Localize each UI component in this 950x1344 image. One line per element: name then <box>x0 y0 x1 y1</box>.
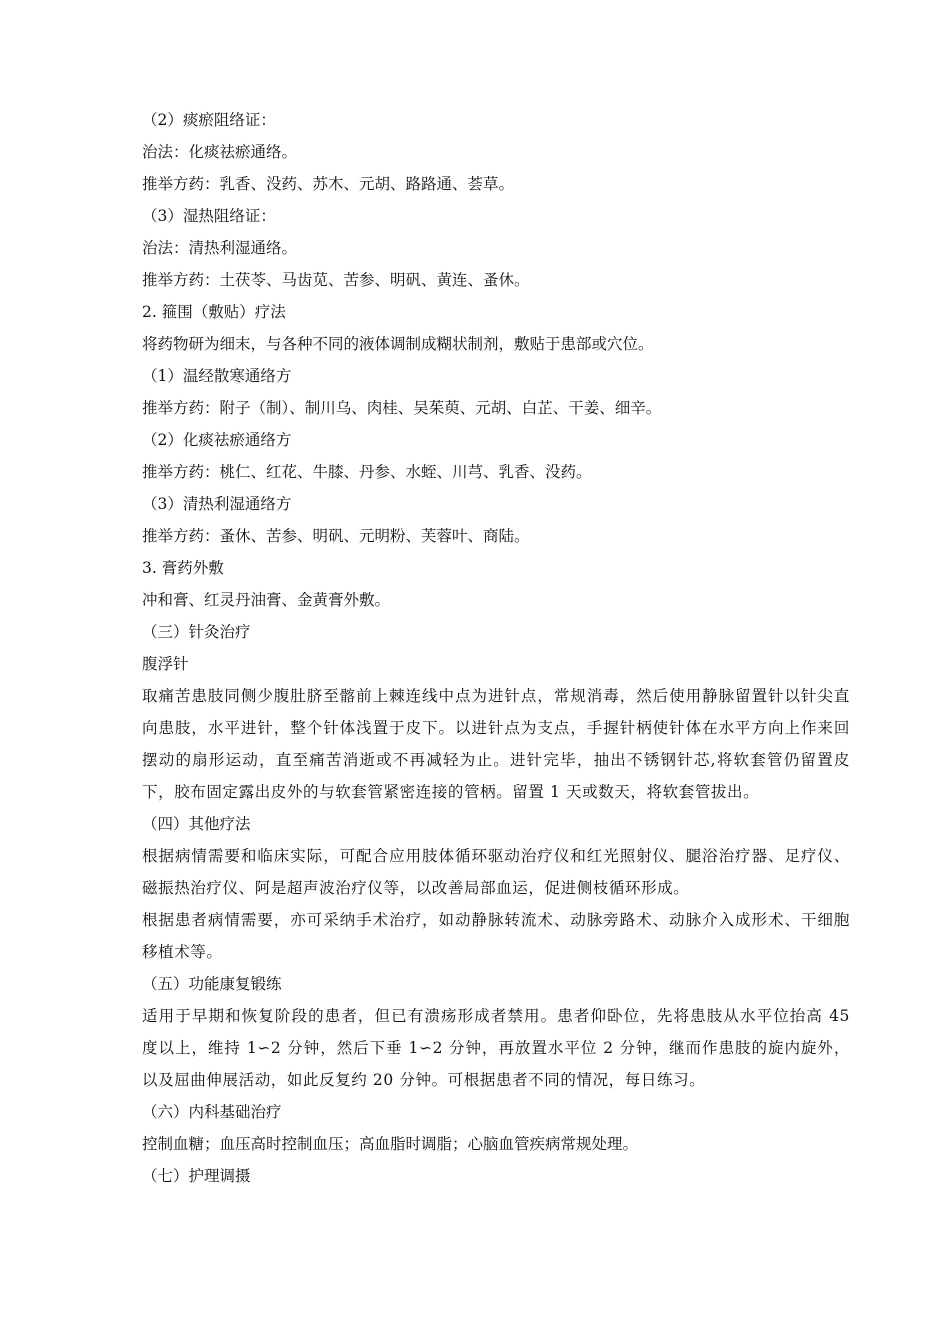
subheading-phlegm-formula: （2）化痰祛瘀通络方 <box>142 431 292 449</box>
section-heading-plaster: 3. 膏药外敷 <box>142 559 224 577</box>
body-text: 将药物研为细末，与各种不同的液体调制成糊状制剂，敷贴于患部或穴位。 <box>142 335 654 353</box>
rehabilitation-paragraph: 适用于早期和恢复阶段的患者，但已有溃疡形成者禁用。患者仰卧位，先将患肢从水平位抬高 45 度以上，维持 1∽2 分钟，然后下垂 1∽2 分钟，再放置水平位 2 分钟，继而作患肢的旋内旋外，以及屈曲伸展活动，如此反复约 20 分钟。可根据患者不同的情况，每日练习。 <box>142 1007 850 1089</box>
body-text: 冲和膏、红灵丹油膏、金黄膏外敷。 <box>142 591 391 609</box>
internal-medicine-text: 控制血糖；血压高时控制血压；高血脂时调脂；心脑血管疾病常规处理。 <box>142 1135 639 1153</box>
subheading-damp-heat: （3）湿热阻络证： <box>142 207 276 225</box>
recommended-herbs: 推举方药：桃仁、红花、牛膝、丹参、水蛭、川芎、乳香、没药。 <box>142 463 592 481</box>
other-therapies-paragraph-1: 根据病情需要和临床实际，可配合应用肢体循环驱动治疗仪和红光照射仪、腿浴治疗器、足疗仪、磁振热治疗仪、阿是超声波治疗仪等，以改善局部血运，促进侧枝循环形成。 <box>142 847 850 897</box>
section-heading-acupuncture: （三）针灸治疗 <box>142 623 251 641</box>
subheading-damp-heat-formula: （3）清热利湿通络方 <box>142 495 292 513</box>
recommended-herbs: 推举方药：附子（制）、制川乌、肉桂、吴茱萸、元胡、白芷、干姜、细辛。 <box>142 399 662 417</box>
acupuncture-paragraph: 取痛苦患肢同侧少腹肚脐至髂前上棘连线中点为进针点，常规消毒，然后使用静脉留置针以针尖直向患肢，水平进针，整个针体浅置于皮下。以进针点为支点，手握针柄使针体在水平方向上作来回摆动的扇形运动，直至痛苦消逝或不再减轻为止。进针完毕，抽出不锈钢针芯,将软套管仍留置皮下，胶布固定露出皮外的与软套管紧密连接的管柄。留置 1 天或数天，将软套管拔出。 <box>142 687 850 801</box>
section-heading-nursing: （七）护理调摄 <box>142 1167 251 1185</box>
document-page <box>142 104 850 1192</box>
recommended-herbs: 推举方药：土茯苓、马齿苋、苦参、明矾、黄连、蚤休。 <box>142 271 530 289</box>
section-heading-internal-medicine: （六）内科基础治疗 <box>142 1103 282 1121</box>
recommended-herbs: 推举方药：乳香、没药、苏木、元胡、路路通、荟草。 <box>142 175 515 193</box>
treatment-method: 治法：化痰祛瘀通络。 <box>142 143 298 161</box>
recommended-herbs: 推举方药：蚤休、苦参、明矾、元明粉、芙蓉叶、商陆。 <box>142 527 530 545</box>
subheading-abdominal-floating-needle: 腹浮针 <box>142 655 189 673</box>
section-heading-encircling-therapy: 2. 箍围（敷贴）疗法 <box>142 303 286 321</box>
treatment-method: 治法：清热利湿通络。 <box>142 239 298 257</box>
subheading-phlegm-stasis: （2）痰瘀阻络证： <box>142 111 276 129</box>
section-heading-other-therapies: （四）其他疗法 <box>142 815 251 833</box>
subheading-warming-formula: （1）温经散寒通络方 <box>142 367 292 385</box>
section-heading-rehabilitation: （五）功能康复锻练 <box>142 975 282 993</box>
other-therapies-paragraph-2: 根据患者病情需要，亦可采纳手术治疗，如动静脉转流术、动脉旁路术、动脉介入成形术、干细胞移植术等。 <box>142 911 850 961</box>
